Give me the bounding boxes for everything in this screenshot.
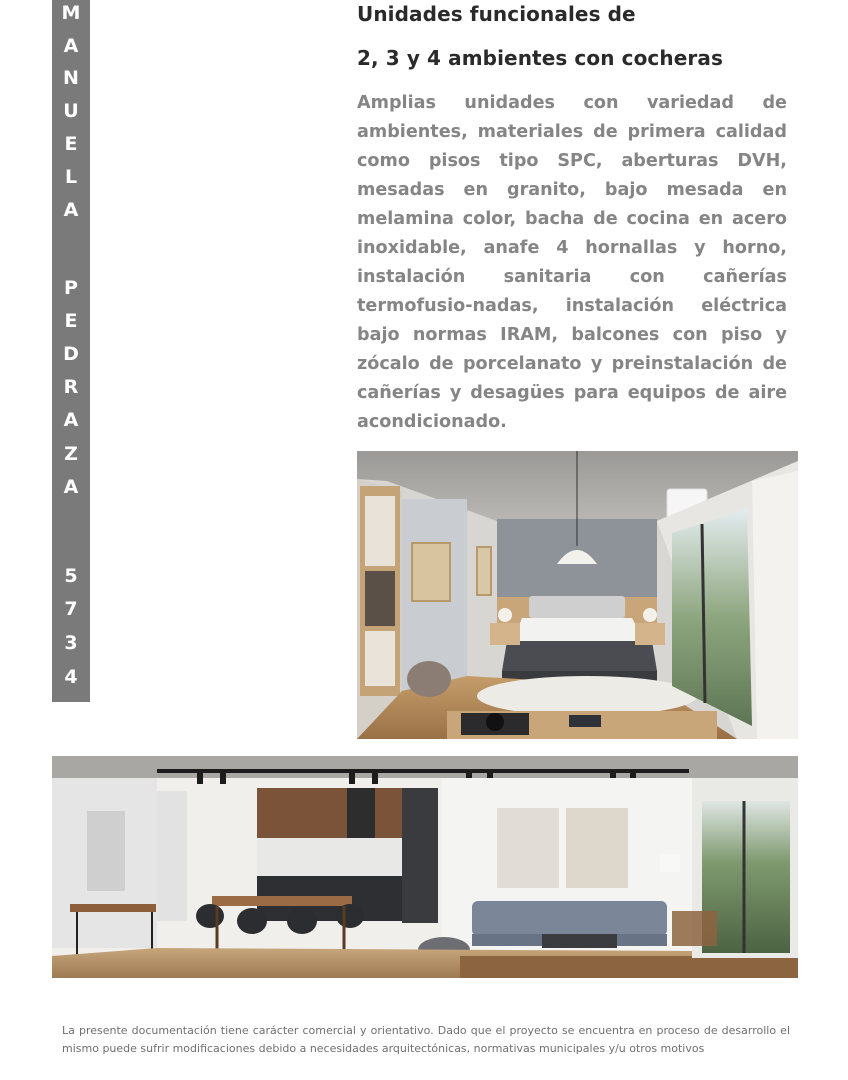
banner-letter: D xyxy=(63,343,79,365)
banner-letter: 5 xyxy=(64,565,78,587)
bedroom-photo xyxy=(357,451,798,739)
heading-line-2: 2, 3 y 4 ambientes con cocheras xyxy=(357,46,723,70)
banner-letter: N xyxy=(63,67,79,89)
living-room-photo xyxy=(52,756,798,978)
banner-letter: Z xyxy=(64,443,78,465)
side-banner xyxy=(52,0,90,702)
banner-letter: U xyxy=(63,100,79,122)
banner-letter: A xyxy=(63,199,79,221)
description-paragraph: Amplias unidades con variedad de ambientes, materiales de primera calidad como pisos tipo SPC, aberturas DVH, mesadas en granito, bajo mesada en melamina color, bacha de cocina en acero inoxidable, anafe 4 hornallas y horno, instalación sanitaria con cañerías termofusio-nadas, instalación eléctrica bajo normas IRAM, balcones con piso y zócalo de porcelanato y preinstalación de cañerías y desagües para equipos de aire acondicionado. xyxy=(357,93,787,432)
banner-letter: 4 xyxy=(64,666,78,688)
banner-letter: 7 xyxy=(64,598,78,620)
disclaimer-text: La presente documentación tiene carácter comercial y orientativo. Dado que el proyecto se encuentra en proceso de desarrollo el mismo puede sufrir modificaciones debido a necesidades arquitectónicas, normativas municipales y/u otros motivos xyxy=(62,1024,790,1055)
banner-letter: 3 xyxy=(64,632,78,654)
banner-letter: E xyxy=(64,133,78,155)
banner-letter: A xyxy=(63,476,79,498)
banner-letter: A xyxy=(63,35,79,57)
banner-letter: P xyxy=(64,277,78,299)
banner-letter: L xyxy=(64,166,78,188)
banner-letter: M xyxy=(61,2,81,24)
heading-line-1: Unidades funcionales de xyxy=(357,2,636,26)
banner-letter: R xyxy=(63,376,79,398)
banner-letter: E xyxy=(64,310,78,332)
banner-letter: A xyxy=(63,409,79,431)
